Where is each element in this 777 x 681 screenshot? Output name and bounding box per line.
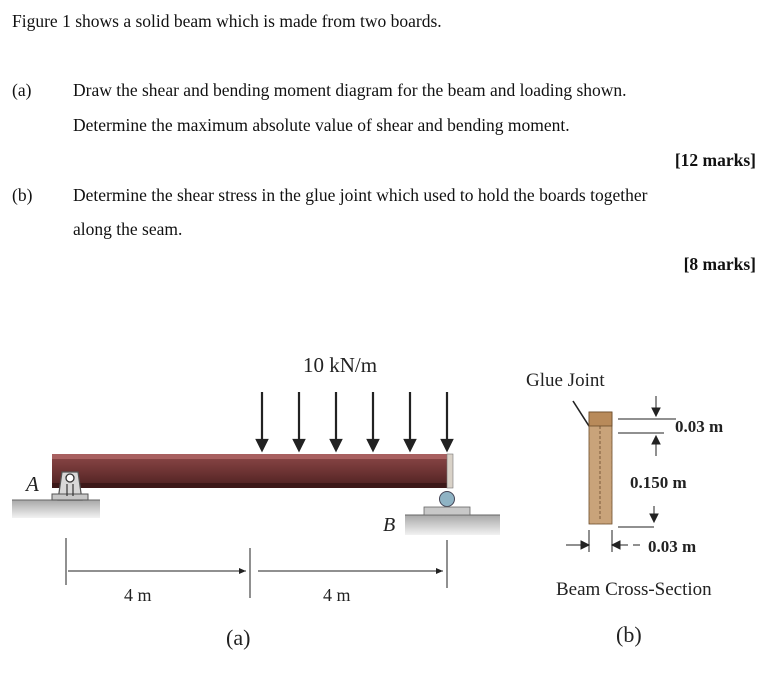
cross-section-figure [526, 370, 723, 647]
part-a-marks: [12 marks] [674, 150, 756, 170]
support-a-label: A [26, 472, 39, 496]
part-a-label: (a) [12, 80, 32, 100]
cross-section-shape [589, 412, 612, 524]
part-a-line2: Determine the maximum absolute value of shear and bending moment. [73, 115, 570, 135]
beam-figure [12, 353, 500, 650]
dim-top-label: 0.03 m [675, 417, 724, 436]
figure-b-caption: (b) [616, 622, 642, 647]
dim-width-label: 0.03 m [648, 537, 697, 556]
part-b-line2: along the seam. [73, 219, 183, 239]
dim-height-label: 0.150 m [630, 473, 687, 492]
dim-right-label: 4 m [323, 585, 351, 605]
dim-left-label: 4 m [124, 585, 152, 605]
cross-section-title: Beam Cross-Section [556, 579, 712, 600]
part-b-line1: Determine the shear stress in the glue joint which used to hold the boards together [73, 185, 648, 205]
intro-text: Figure 1 shows a solid beam which is made from two boards. [12, 11, 442, 31]
load-label: 10 kN/m [303, 353, 378, 377]
part-b-label: (b) [12, 185, 33, 205]
figure-a-caption: (a) [226, 625, 251, 650]
glue-joint-label: Glue Joint [526, 370, 605, 391]
support-b-label: B [383, 514, 396, 536]
distributed-load-arrows [257, 392, 452, 450]
part-a-line1: Draw the shear and bending moment diagram for the beam and loading shown. [73, 80, 627, 100]
roller-support-b [405, 492, 500, 536]
beam [52, 454, 453, 488]
part-b-marks: [8 marks] [683, 254, 756, 274]
